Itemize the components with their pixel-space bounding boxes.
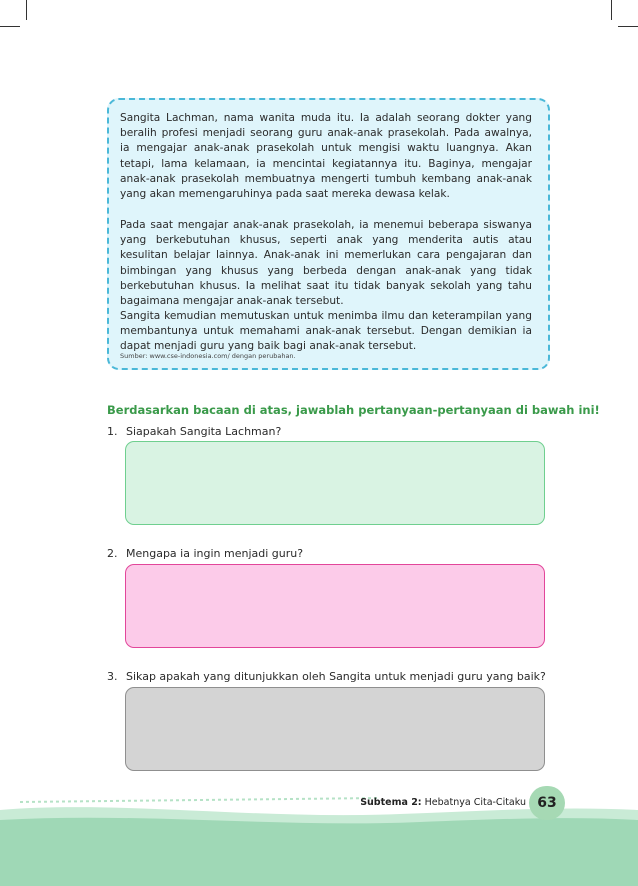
crop-mark: [26, 0, 27, 20]
subtema-label: Subtema 2:: [360, 797, 422, 808]
crop-mark: [0, 26, 20, 27]
question-text: Sikap apakah yang ditunjukkan oleh Sangita untuk menjadi guru yang baik?: [126, 670, 546, 683]
question-1: [107, 425, 281, 438]
subtema-title: Hebatnya Cita-Citaku: [424, 797, 526, 808]
crop-mark: [611, 0, 612, 20]
question-2: [107, 547, 303, 560]
question-number: 3.: [107, 670, 118, 683]
page-number: 63: [529, 786, 565, 820]
answer-box-3[interactable]: [125, 687, 545, 771]
crop-mark: [618, 26, 638, 27]
footer-subtema: [360, 797, 526, 808]
instruction-heading: Berdasarkan bacaan di atas, jawablah pertanyaan-pertanyaan di bawah ini!: [107, 403, 600, 417]
question-number: 1.: [107, 425, 118, 438]
question-number: 2.: [107, 547, 118, 560]
reading-paragraph-3: Sangita kemudian memutuskan untuk menimba ilmu dan keterampilan yang membantunya untuk memahami anak-anak tersebut. Dengan demikian ia dapat menjadi guru yang baik bagi anak-anak tersebut.: [120, 310, 532, 353]
question-text: Mengapa ia ingin menjadi guru?: [126, 547, 304, 560]
source-citation: Sumber: www.cse-indonesia.com/ dengan perubahan.: [120, 352, 296, 360]
reading-paragraph-2: Pada saat mengajar anak-anak prasekolah, ia menemui beberapa siswanya yang berkebutuhan khusus, seperti anak yang menderita autis atau kesulitan belajar lainnya. Anak-anak ini memerlukan cara pengajaran dan bimbingan yang khusus yang berbeda dengan anak-anak yang tidak berkebutuhan khusus. Ia melihat saat itu tidak banyak sekolah yang tahu bagaimana mengajar anak-anak tersebut.: [120, 219, 532, 308]
answer-box-2[interactable]: [125, 564, 545, 648]
answer-box-1[interactable]: [125, 441, 545, 525]
reading-paragraph-1: Sangita Lachman, nama wanita muda itu. Ia adalah seorang dokter yang beralih profesi menjadi seorang guru anak-anak prasekolah. Pada awalnya, ia mengajar anak-anak prasekolah untuk mengisi waktu luangnya. Akan tetapi, lama kelamaan, ia mencintai kegiatannya itu. Baginya, mengajar anak-anak prasekolah membuatnya mengerti tumbuh kembang anak-anak yang akan memengaruhinya pada saat mereka dewasa kelak.: [120, 112, 532, 201]
question-text: Siapakah Sangita Lachman?: [126, 425, 282, 438]
question-3: [107, 670, 546, 683]
